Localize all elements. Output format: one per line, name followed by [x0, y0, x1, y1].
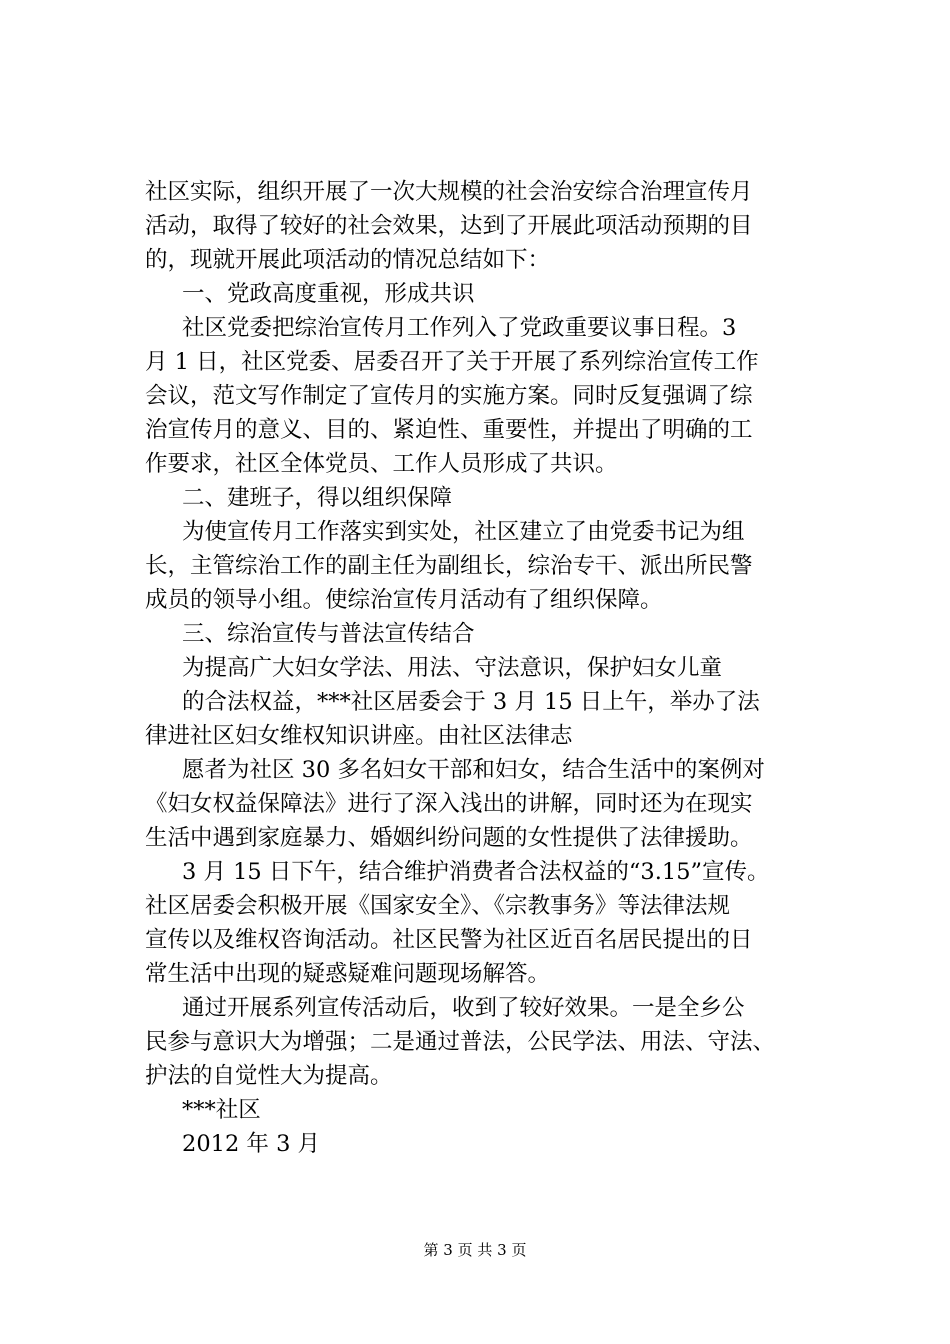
- document-body: [145, 175, 845, 1161]
- text-line: 会议，范文写作制定了宣传月的实施方案。同时反复强调了综: [145, 383, 753, 409]
- text-line: 常生活中出现的疑惑疑难问题现场解答。: [145, 961, 551, 987]
- text-line: 活动，取得了较好的社会效果，达到了开展此项活动预期的目: [145, 213, 753, 239]
- page-footer: 第 3 页 共 3 页: [423, 1241, 527, 1259]
- text-line: 护法的自觉性大为提高。: [145, 1063, 393, 1089]
- text-line: 通过开展系列宣传活动后，收到了较好效果。一是全乡公: [182, 995, 745, 1021]
- text-line: 生活中遇到家庭暴力、婚姻纠纷问题的女性提供了法律援助。: [145, 825, 753, 851]
- text-line: ***社区: [182, 1097, 261, 1123]
- text-line: 为使宣传月工作落实到实处，社区建立了由党委书记为组: [182, 519, 745, 545]
- text-line: 民参与意识大为增强；二是通过普法，公民学法、用法、守法、: [145, 1029, 776, 1055]
- text-line: 二、建班子，得以组织保障: [182, 485, 453, 511]
- text-line: 月 1 日，社区党委、居委召开了关于开展了系列综治宣传工作: [145, 349, 759, 375]
- text-line: 社区居委会积极开展《国家安全》、《宗教事务》等法律法规: [145, 893, 731, 919]
- text-line: 长，主管综治工作的副主任为副组长，综治专干、派出所民警: [145, 553, 753, 579]
- text-line: 社区党委把综治宣传月工作列入了党政重要议事日程。3: [182, 315, 737, 341]
- text-line: 3 月 15 日下午，结合维护消费者合法权益的“3.15”宣传。: [182, 859, 770, 885]
- text-line: 《妇女权益保障法》进行了深入浅出的讲解，同时还为在现实: [145, 791, 753, 817]
- text-line: 2012 年 3 月: [182, 1131, 321, 1157]
- text-line: 一、党政高度重视，形成共识: [182, 281, 475, 307]
- text-line: 成员的领导小组。使综治宣传月活动有了组织保障。: [145, 587, 663, 613]
- text-line: 律进社区妇女维权知识讲座。由社区法律志: [145, 723, 573, 749]
- text-line: 为提高广大妇女学法、用法、守法意识，保护妇女儿童: [182, 655, 723, 681]
- text-line: 的合法权益，***社区居委会于 3 月 15 日上午，举办了法: [182, 689, 760, 715]
- text-line: 宣传以及维权咨询活动。社区民警为社区近百名居民提出的日: [145, 927, 753, 953]
- text-line: 社区实际，组织开展了一次大规模的社会治安综合治理宣传月: [145, 179, 753, 205]
- text-line: 治宣传月的意义、目的、紧迫性、重要性，并提出了明确的工: [145, 417, 753, 443]
- text-line: 三、综治宣传与普法宣传结合: [182, 621, 475, 647]
- text-line: 作要求，社区全体党员、工作人员形成了共识。: [145, 451, 618, 477]
- text-line: 愿者为社区 30 多名妇女干部和妇女，结合生活中的案例对: [182, 757, 765, 783]
- text-line: 的，现就开展此项活动的情况总结如下：: [145, 247, 551, 273]
